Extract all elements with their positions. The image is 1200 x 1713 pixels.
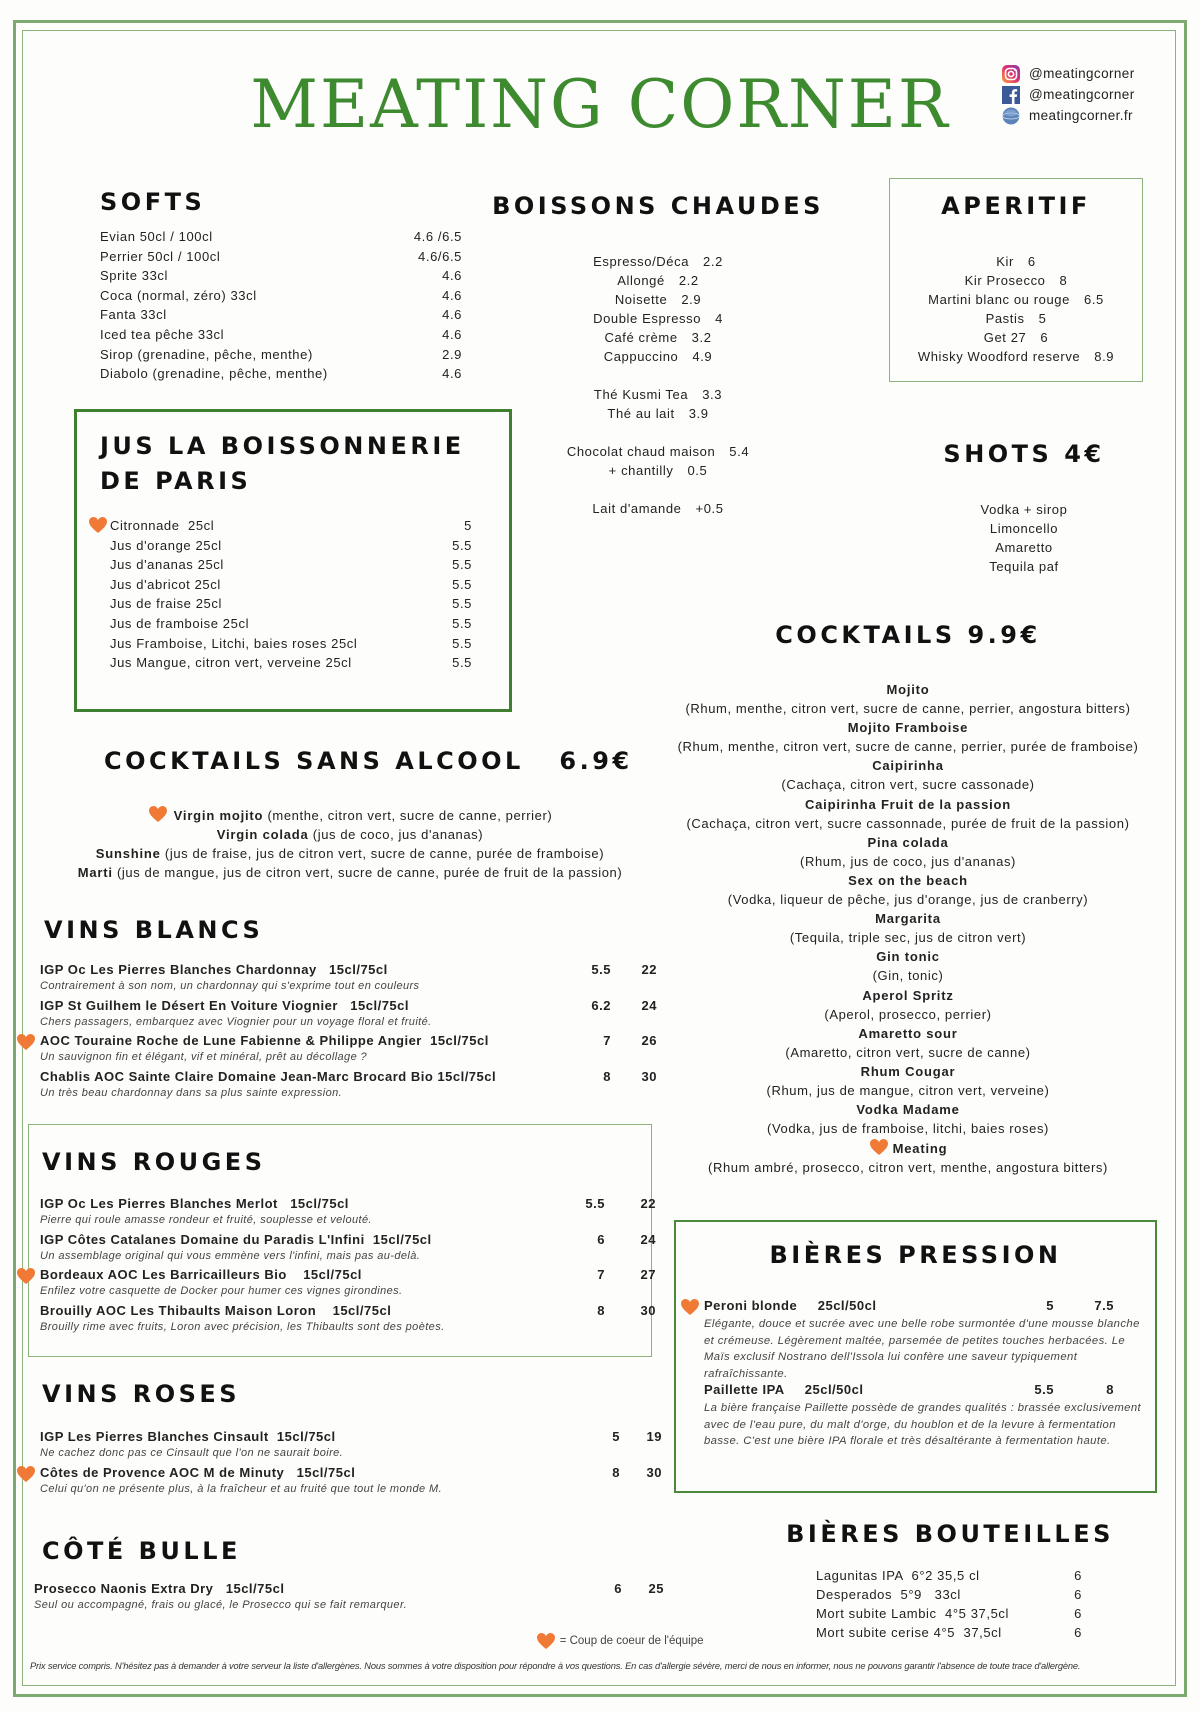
menu-group bbox=[490, 385, 826, 423]
menu-item: Limoncello bbox=[989, 521, 1059, 536]
price-glass: 8 bbox=[597, 1302, 605, 1318]
heart-icon bbox=[148, 805, 168, 823]
menu-item bbox=[490, 309, 826, 328]
item-price: 8.9 bbox=[1094, 349, 1115, 364]
wine-item bbox=[40, 1196, 656, 1232]
item-price: 6 bbox=[1040, 330, 1049, 345]
vins-blancs-heading: VINS BLANCS bbox=[44, 916, 264, 944]
wine-name: IGP Oc Les Pierres Blanches Chardonnay 15cl/75cl bbox=[40, 962, 388, 977]
wine-item bbox=[704, 1298, 1144, 1382]
cocktail-title: Vodka Madame bbox=[856, 1102, 960, 1118]
heart-icon bbox=[536, 1632, 556, 1650]
price-glass: 7 bbox=[603, 1033, 611, 1048]
heart-icon bbox=[680, 1298, 700, 1316]
item-price: 6 bbox=[1074, 1606, 1082, 1621]
menu-item bbox=[490, 252, 826, 271]
item-price: 4.6 bbox=[442, 287, 462, 303]
cocktail-name bbox=[640, 833, 1176, 852]
cocktail-name bbox=[640, 718, 1176, 737]
cocktail-name bbox=[640, 947, 1176, 966]
wine-description: Celui qu'on ne présente plus, à la fraîcheur et au fruité que tout le monde M. bbox=[40, 1482, 443, 1495]
item-price: 5 bbox=[464, 518, 472, 533]
menu-item bbox=[110, 536, 472, 556]
wine-description: Chers passagers, embarquez avec Viognier pour un voyage floral et fruité. bbox=[40, 1015, 432, 1028]
menu-item bbox=[110, 594, 472, 614]
cocktail-title: Sunshine bbox=[95, 846, 161, 861]
price-bottle: 25 bbox=[648, 1581, 664, 1596]
cocktail-name bbox=[640, 909, 1176, 928]
item-name: Lait d'amande bbox=[592, 501, 682, 516]
price-bottle: 22 bbox=[641, 962, 657, 977]
wine-name: IGP Côtes Catalanes Domaine du Paradis L'Infini 15cl/75cl bbox=[40, 1231, 432, 1247]
item-price: 4.6 bbox=[442, 326, 462, 342]
cocktail-ingredients: (Cachaça, citron vert, sucre cassonnade, purée de fruit de la passion) bbox=[686, 815, 1130, 831]
menu-item bbox=[100, 305, 462, 325]
jus-heading-line2: DE PARIS bbox=[100, 467, 252, 495]
menu-item bbox=[490, 328, 826, 347]
heart-icon bbox=[16, 1267, 36, 1285]
menu-item bbox=[816, 1604, 1082, 1623]
heart-icon bbox=[16, 1033, 36, 1051]
item-name: Sirop (grenadine, pêche, menthe) bbox=[100, 346, 313, 362]
wine-name-row bbox=[40, 962, 657, 980]
item-price: 2.9 bbox=[681, 292, 702, 307]
menu-item bbox=[889, 290, 1143, 309]
item-name: Jus d'ananas 25cl bbox=[110, 557, 224, 573]
boissons-chaudes-list bbox=[490, 252, 826, 537]
cocktail-title: Caipirinha Fruit de la passion bbox=[804, 796, 1012, 812]
wine-name: Chablis AOC Sainte Claire Domaine Jean-Marc Brocard Bio 15cl/75cl bbox=[40, 1068, 497, 1084]
item-name: Thé au lait bbox=[607, 406, 675, 421]
sans-alcool-heading: COCKTAILS SANS ALCOOL 6.9€ bbox=[104, 747, 633, 775]
aperitif-list bbox=[889, 252, 1143, 366]
legend-text: = Coup de coeur de l'équipe bbox=[559, 1635, 704, 1648]
wine-name: Bordeaux AOC Les Barricailleurs Bio 15cl/75cl bbox=[40, 1267, 362, 1282]
price-bottle: 30 bbox=[641, 1068, 657, 1084]
wine-name-row bbox=[40, 1464, 662, 1483]
menu-item bbox=[30, 844, 670, 863]
price-bottle: 24 bbox=[640, 1231, 656, 1247]
footer-note: Prix service compris. N'hésitez pas à demander à votre serveur la liste d'allergènes. Nous sommes à votre disposition pour répondre à vos questions. En cas d'allergie sévère, merci de nous en informer, nous ne pouvons garantir l'absence de toute trace d'allergène. bbox=[30, 1661, 1081, 1671]
instagram-icon bbox=[1001, 64, 1021, 84]
wine-name-row bbox=[40, 1267, 656, 1285]
cocktail-title: Margarita bbox=[875, 911, 941, 927]
item-name: Perrier 50cl / 100cl bbox=[100, 248, 221, 264]
item-name: Kir bbox=[996, 254, 1014, 269]
menu-item bbox=[30, 863, 670, 882]
vins-rouges-list bbox=[40, 1196, 656, 1338]
wine-item bbox=[40, 1302, 656, 1339]
menu-group bbox=[490, 252, 826, 366]
menu-item bbox=[100, 364, 462, 384]
menu-item: Amaretto bbox=[995, 540, 1053, 555]
item-price: 4.6 bbox=[442, 307, 462, 323]
menu-item bbox=[110, 575, 472, 595]
wine-name: Paillette IPA 25cl/50cl bbox=[704, 1382, 864, 1397]
cocktail-ingredients: (menthe, citron vert, sucre de canne, perrier) bbox=[263, 808, 553, 823]
wine-description: Elégante, douce et sucrée avec une belle robe surmontée d'une mousse blanche et crémeuse. Légèrement maltée, parsemée de petites touches herbacées. Le Maïs exclusif Nostrano dell'Issola lui confère une saveur typiquement rafraîchissante. bbox=[704, 1318, 1140, 1380]
menu-item bbox=[490, 385, 826, 404]
item-name: Sprite 33cl bbox=[100, 268, 169, 284]
item-name: Whisky Woodford reserve bbox=[917, 349, 1081, 364]
wine-item bbox=[40, 1464, 662, 1501]
menu-item bbox=[889, 328, 1143, 347]
item-name: Kir Prosecco bbox=[964, 273, 1046, 288]
restaurant-title: MEATING CORNER bbox=[250, 66, 950, 143]
item-name: Diabolo (grenadine, pêche, menthe) bbox=[100, 366, 328, 382]
item-price: 4 bbox=[715, 311, 723, 326]
cocktail-ingredients: (Rhum ambré, prosecco, citron vert, menthe, angostura bitters) bbox=[708, 1160, 1108, 1176]
price-bottle: 8 bbox=[1106, 1382, 1114, 1397]
menu-item bbox=[816, 1623, 1082, 1642]
cocktail-ingredients: (jus de mangue, jus de citron vert, sucre de canne, purée de fruit de la passion) bbox=[112, 865, 623, 880]
cocktails-heading: COCKTAILS 9.9€ bbox=[775, 621, 1041, 649]
item-name: Citronnade 25cl bbox=[110, 518, 215, 533]
item-price: 4.6 bbox=[442, 268, 462, 284]
vins-rouges-heading: VINS ROUGES bbox=[42, 1148, 266, 1176]
wine-item bbox=[40, 1068, 657, 1105]
wine-name-row bbox=[704, 1382, 1144, 1400]
cocktail-title: Sex on the beach bbox=[848, 872, 968, 888]
wine-description: Contrairement à son nom, un chardonnay qui s'exprime tout en couleurs bbox=[40, 980, 420, 992]
price-bottle: 24 bbox=[641, 997, 657, 1013]
menu-item bbox=[100, 286, 462, 306]
cocktail-title: Marti bbox=[77, 865, 113, 880]
cocktails-list bbox=[640, 680, 1176, 1177]
social-links bbox=[1001, 63, 1135, 126]
menu-item bbox=[100, 247, 462, 267]
item-price: 2.2 bbox=[678, 273, 699, 288]
boissons-chaudes-heading: BOISSONS CHAUDES bbox=[492, 192, 824, 220]
menu-item bbox=[816, 1566, 1082, 1585]
item-name: Jus Framboise, Litchi, baies roses 25cl bbox=[110, 635, 358, 651]
menu-item bbox=[490, 271, 826, 290]
menu-item bbox=[889, 271, 1143, 290]
cocktail-ingredients: (Amaretto, citron vert, sucre de canne) bbox=[785, 1044, 1031, 1060]
item-price: 5.5 bbox=[452, 557, 472, 573]
wine-description: Pierre qui roule amasse rondeur et fruité, souplesse et velouté. bbox=[40, 1214, 372, 1226]
item-name: Lagunitas IPA 6°2 35,5 cl bbox=[816, 1568, 980, 1583]
cocktail-ingredients: (Aperol, prosecco, perrier) bbox=[824, 1006, 992, 1022]
wine-name-row bbox=[34, 1581, 664, 1599]
price-glass: 8 bbox=[603, 1068, 611, 1084]
item-name: Espresso/Déca bbox=[593, 254, 690, 269]
item-price: 6.5 bbox=[1083, 292, 1104, 307]
wine-description: Brouilly rime avec fruits, Loron avec précision, les Thibaults sont des poètes. bbox=[40, 1320, 445, 1333]
price-bottle: 30 bbox=[646, 1464, 662, 1480]
price-bottle: 27 bbox=[640, 1267, 656, 1282]
wine-name-row bbox=[40, 1429, 662, 1447]
price-glass: 6.2 bbox=[591, 997, 611, 1013]
item-price: 5.5 bbox=[452, 537, 472, 553]
softs-heading: SOFTS bbox=[100, 188, 206, 216]
item-price: 2.2 bbox=[703, 254, 723, 269]
cocktail-title: Virgin colada bbox=[216, 827, 309, 842]
menu-item: Vodka + sirop bbox=[980, 502, 1068, 517]
cote-bulle-heading: CÔTÉ BULLE bbox=[42, 1537, 241, 1565]
heart-icon bbox=[869, 1138, 889, 1156]
menu-item bbox=[490, 442, 826, 461]
price-glass: 7 bbox=[597, 1267, 605, 1282]
item-price: 6 bbox=[1027, 254, 1036, 269]
wine-description: Ne cachez donc pas ce Cinsault que l'on ne saurait boire. bbox=[40, 1447, 344, 1459]
price-bottle: 26 bbox=[641, 1033, 657, 1048]
cocktail-ingredients: (Cachaça, citron vert, sucre cassonade) bbox=[781, 777, 1035, 793]
cocktail-ingredients: (Rhum, jus de mangue, citron vert, verveine) bbox=[766, 1082, 1050, 1098]
wine-name: Côtes de Provence AOC M de Minuty 15cl/75cl bbox=[40, 1464, 356, 1480]
instagram-handle: @meatingcorner bbox=[1029, 66, 1135, 81]
cocktail-title: Meating bbox=[892, 1141, 948, 1157]
wine-name-row bbox=[40, 1196, 656, 1214]
sans-alcool-list bbox=[30, 805, 670, 882]
item-name: Mort subite Lambic 4°5 37,5cl bbox=[816, 1606, 1010, 1621]
menu-item bbox=[490, 461, 826, 480]
item-name: Fanta 33cl bbox=[100, 307, 167, 323]
facebook-handle: @meatingcorner bbox=[1029, 87, 1135, 102]
vins-roses-list bbox=[40, 1429, 662, 1500]
wine-name: IGP Oc Les Pierres Blanches Merlot 15cl/75cl bbox=[40, 1196, 349, 1211]
wine-description: La bière française Paillette possède de grandes qualités : brassée exclusivement avec de l'eau pure, du malt d'orge, du houblon et de la levure à fermentation basse. C'est une bière IPA florale et très désaltérante à fermentation haute. bbox=[704, 1402, 1142, 1447]
menu-item bbox=[100, 325, 462, 345]
menu-item bbox=[816, 1585, 1082, 1604]
cocktail-title: Aperol Spritz bbox=[862, 987, 954, 1003]
item-name: Get 27 bbox=[983, 330, 1027, 345]
menu-item bbox=[889, 252, 1143, 271]
item-name: + chantilly bbox=[608, 463, 674, 478]
menu-item bbox=[110, 614, 472, 634]
cocktail-name bbox=[640, 795, 1176, 814]
item-name: Thé Kusmi Tea bbox=[593, 387, 689, 402]
price-bottle: 30 bbox=[640, 1302, 656, 1318]
social-facebook[interactable] bbox=[1001, 84, 1135, 105]
item-price: 3.3 bbox=[702, 387, 723, 402]
wine-name: Prosecco Naonis Extra Dry 15cl/75cl bbox=[34, 1581, 285, 1596]
wine-name-row bbox=[40, 997, 657, 1016]
item-price: 5.5 bbox=[452, 615, 472, 631]
price-bottle: 7.5 bbox=[1094, 1298, 1114, 1313]
wine-item bbox=[40, 1033, 657, 1069]
menu-item bbox=[30, 825, 670, 844]
wine-description: Enfilez votre casquette de Docker pour humer ces vignes girondines. bbox=[40, 1285, 403, 1297]
menu-item bbox=[490, 347, 826, 366]
bieres-pression-heading: BIÈRES PRESSION bbox=[769, 1241, 1062, 1269]
item-price: 2.9 bbox=[442, 346, 462, 362]
cocktail-name bbox=[640, 1138, 1176, 1158]
wine-name-row bbox=[40, 1033, 657, 1051]
item-name: Double Espresso bbox=[593, 311, 702, 326]
menu-item bbox=[110, 555, 472, 575]
item-price: 5.5 bbox=[452, 596, 472, 612]
price-glass: 5 bbox=[1046, 1298, 1054, 1313]
wine-description: Un très beau chardonnay dans sa plus sainte expression. bbox=[40, 1086, 343, 1099]
menu-item bbox=[110, 634, 472, 654]
cocktail-title: Caipirinha bbox=[872, 758, 944, 774]
wine-item bbox=[40, 1429, 662, 1465]
wine-name: AOC Touraine Roche de Lune Fabienne & Philippe Angier 15cl/75cl bbox=[40, 1033, 489, 1048]
item-price: 4.9 bbox=[692, 349, 713, 364]
item-name: Martini blanc ou rouge bbox=[928, 292, 1070, 307]
menu-item bbox=[889, 347, 1143, 366]
cocktail-ingredients: (jus de coco, jus d'ananas) bbox=[308, 827, 484, 842]
item-price: 5 bbox=[1038, 311, 1047, 326]
menu-item bbox=[100, 266, 462, 286]
wine-name-row bbox=[40, 1068, 657, 1087]
wine-description: Un sauvignon fin et élégant, vif et minéral, prêt au décollage ? bbox=[40, 1051, 368, 1063]
cocktail-title: Mojito bbox=[886, 682, 930, 697]
heart-icon bbox=[16, 1465, 36, 1483]
item-name: Evian 50cl / 100cl bbox=[100, 229, 213, 244]
item-price: 5.5 bbox=[452, 655, 472, 671]
menu-item bbox=[110, 516, 472, 536]
cote-bulle-list bbox=[34, 1581, 664, 1617]
cocktail-name bbox=[640, 1062, 1176, 1081]
item-name: Chocolat chaud maison bbox=[566, 444, 716, 459]
item-name: Jus Mangue, citron vert, verveine 25cl bbox=[110, 655, 352, 671]
price-glass: 5.5 bbox=[1034, 1382, 1054, 1397]
price-glass: 5.5 bbox=[585, 1196, 605, 1211]
menu-item bbox=[490, 290, 826, 309]
cocktail-title: Mojito Framboise bbox=[847, 720, 969, 736]
shots-heading: SHOTS 4€ bbox=[943, 440, 1105, 468]
wine-name: IGP St Guilhem le Désert En Voiture Viognier 15cl/75cl bbox=[40, 997, 410, 1013]
cocktail-ingredients: (Gin, tonic) bbox=[872, 968, 944, 984]
cocktail-name bbox=[640, 986, 1176, 1005]
wine-item bbox=[704, 1382, 1144, 1450]
item-price: 5.5 bbox=[452, 635, 472, 651]
item-price: 3.2 bbox=[691, 330, 712, 345]
wine-description: Un assemblage original qui vous emmène vers l'infini, mais pas au-delà. bbox=[40, 1249, 421, 1262]
wine-item bbox=[40, 962, 657, 998]
globe-icon bbox=[1001, 106, 1021, 126]
item-price: 5.4 bbox=[729, 444, 750, 459]
item-price: 4.6 /6.5 bbox=[413, 229, 462, 244]
item-name: Iced tea pêche 33cl bbox=[100, 326, 225, 342]
item-price: 6 bbox=[1074, 1587, 1082, 1602]
cocktail-name bbox=[640, 680, 1176, 699]
item-name: Cappuccino bbox=[603, 349, 679, 364]
wine-name: Brouilly AOC Les Thibaults Maison Loron 15cl/75cl bbox=[40, 1302, 392, 1318]
social-website[interactable] bbox=[1001, 105, 1135, 126]
cocktail-title: Rhum Cougar bbox=[860, 1063, 956, 1079]
shots-list bbox=[889, 500, 1159, 576]
menu-item bbox=[30, 805, 670, 825]
menu-item bbox=[100, 227, 462, 247]
cocktail-title: Amaretto sour bbox=[858, 1025, 958, 1041]
item-name: Noisette bbox=[614, 292, 668, 307]
aperitif-heading: APERITIF bbox=[941, 192, 1091, 220]
wine-item bbox=[40, 997, 657, 1034]
price-glass: 8 bbox=[612, 1464, 620, 1480]
menu-item bbox=[110, 653, 472, 673]
price-bottle: 22 bbox=[640, 1196, 656, 1211]
wine-description: Seul ou accompagné, frais ou glacé, le Prosecco qui se fait remarquer. bbox=[34, 1599, 408, 1611]
wine-name-row bbox=[40, 1302, 656, 1321]
menu-group bbox=[490, 442, 826, 480]
price-glass: 6 bbox=[614, 1581, 622, 1596]
menu-item: Tequila paf bbox=[989, 559, 1059, 574]
menu-item bbox=[889, 309, 1143, 328]
item-name: Pastis bbox=[985, 311, 1025, 326]
facebook-icon bbox=[1001, 85, 1021, 105]
bieres-bouteilles-list bbox=[816, 1566, 1082, 1642]
wine-name-row bbox=[704, 1298, 1144, 1316]
wine-item bbox=[40, 1231, 656, 1268]
wine-name: IGP Les Pierres Blanches Cinsault 15cl/75cl bbox=[40, 1429, 336, 1444]
cocktail-ingredients: (Vodka, liqueur de pêche, jus d'orange, jus de cranberry) bbox=[727, 892, 1089, 908]
price-bottle: 19 bbox=[646, 1429, 662, 1444]
cocktail-ingredients: (jus de fraise, jus de citron vert, sucre de canne, purée de framboise) bbox=[160, 846, 605, 861]
website-url: meatingcorner.fr bbox=[1029, 108, 1133, 123]
price-glass: 5 bbox=[612, 1429, 620, 1444]
heart-icon bbox=[88, 516, 108, 534]
jus-heading-line1: JUS LA BOISSONNERIE bbox=[100, 432, 465, 460]
cocktail-title: Gin tonic bbox=[876, 949, 940, 965]
item-price: +0.5 bbox=[695, 501, 724, 516]
softs-list bbox=[100, 227, 462, 384]
item-price: 3.9 bbox=[688, 406, 709, 421]
item-price: 4.6 bbox=[442, 366, 462, 382]
item-price: 4.6/6.5 bbox=[418, 248, 462, 264]
cocktail-ingredients: (Rhum, jus de coco, jus d'ananas) bbox=[800, 853, 1016, 869]
menu-item bbox=[490, 499, 826, 518]
item-name: Desperados 5°9 33cl bbox=[816, 1587, 961, 1602]
item-name: Café crème bbox=[604, 330, 678, 345]
menu-item bbox=[490, 404, 826, 423]
cocktail-name bbox=[640, 871, 1176, 890]
item-name: Jus d'abricot 25cl bbox=[110, 576, 221, 592]
wine-name-row bbox=[40, 1231, 656, 1250]
wine-name: Peroni blonde 25cl/50cl bbox=[704, 1298, 877, 1313]
favorite-legend bbox=[520, 1632, 720, 1650]
cocktail-ingredients: (Tequila, triple sec, jus de citron vert) bbox=[789, 930, 1027, 946]
item-price: 5.5 bbox=[452, 576, 472, 592]
price-glass: 6 bbox=[597, 1231, 605, 1247]
item-name: Coca (normal, zéro) 33cl bbox=[100, 287, 257, 303]
item-name: Jus de fraise 25cl bbox=[110, 596, 222, 612]
vins-roses-heading: VINS ROSES bbox=[42, 1380, 241, 1408]
item-name: Allongé bbox=[617, 273, 665, 288]
jus-list bbox=[110, 516, 472, 673]
item-price: 8 bbox=[1059, 273, 1068, 288]
social-instagram[interactable] bbox=[1001, 63, 1135, 84]
cocktail-name bbox=[640, 1024, 1176, 1043]
item-price: 6 bbox=[1074, 1625, 1082, 1640]
cocktail-name bbox=[640, 1100, 1176, 1119]
cocktail-ingredients: (Vodka, jus de framboise, litchi, baies roses) bbox=[767, 1121, 1049, 1137]
menu-group bbox=[490, 499, 826, 518]
cocktail-title: Pina colada bbox=[867, 834, 949, 850]
wine-item bbox=[40, 1267, 656, 1303]
cocktail-title: Virgin mojito bbox=[173, 808, 264, 823]
wine-item bbox=[34, 1581, 664, 1617]
vins-blancs-list bbox=[40, 962, 657, 1104]
item-price: 0.5 bbox=[687, 463, 708, 478]
cocktail-ingredients: (Rhum, menthe, citron vert, sucre de canne, perrier, purée de framboise) bbox=[677, 739, 1139, 755]
menu-item bbox=[100, 345, 462, 365]
item-name: Jus d'orange 25cl bbox=[110, 537, 222, 553]
item-price: 6 bbox=[1074, 1568, 1082, 1583]
item-name: Jus de framboise 25cl bbox=[110, 615, 250, 631]
cocktail-ingredients: (Rhum, menthe, citron vert, sucre de canne, perrier, angostura bitters) bbox=[685, 701, 1131, 717]
bieres-pression-list bbox=[704, 1298, 1144, 1450]
bieres-bouteilles-heading: BIÈRES BOUTEILLES bbox=[786, 1520, 1114, 1548]
cocktail-name bbox=[640, 756, 1176, 775]
item-name: Mort subite cerise 4°5 37,5cl bbox=[816, 1625, 1002, 1640]
price-glass: 5.5 bbox=[591, 962, 611, 977]
